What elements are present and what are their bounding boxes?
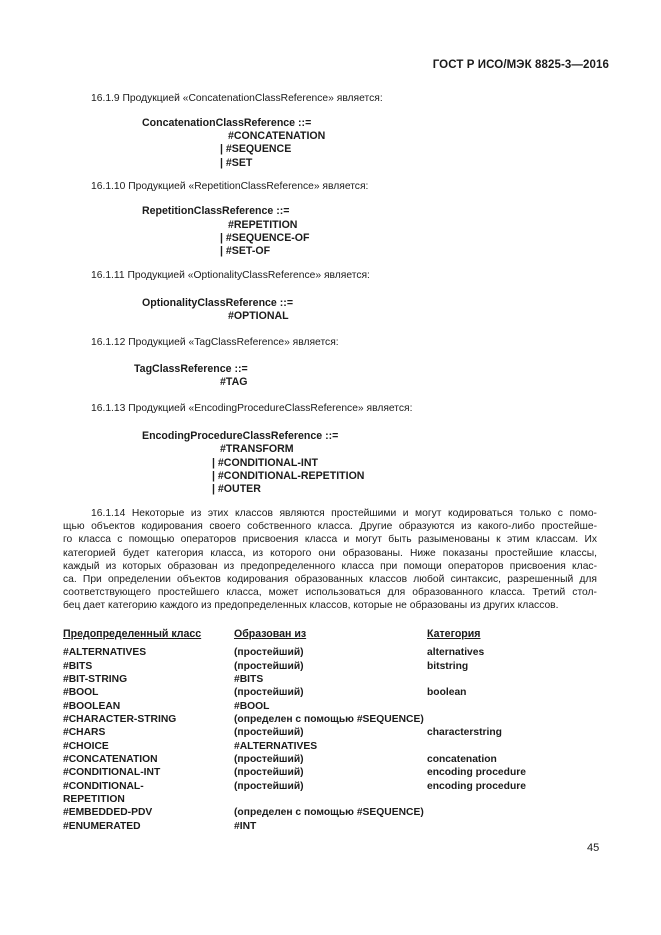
paragraph-line: са. При определении объектов кодирования образованных классов любой синтаксис, разрешенный для	[63, 573, 597, 585]
production-alternative: | #OUTER	[212, 483, 261, 495]
table-cell-class: #CHARACTER-STRING	[63, 714, 177, 725]
clause-16-1-12: 16.1.12 Продукцией «TagClassReference» является:	[91, 337, 339, 348]
table-cell-category: alternatives	[427, 647, 485, 658]
table-cell-derived-from: (простейший)	[234, 754, 304, 765]
production-alternative: | #SET	[220, 157, 253, 169]
production-alternative: #TRANSFORM	[220, 443, 294, 455]
table-cell-class: #ENUMERATED	[63, 821, 141, 832]
table-cell-class: #BITS	[63, 661, 93, 672]
table-cell-derived-from: (определен с помощью #SEQUENCE)	[234, 714, 424, 725]
table-cell-derived-from: (простейший)	[234, 661, 304, 672]
table-cell-category: characterstring	[427, 727, 502, 738]
table-cell-derived-from: #BOOL	[234, 701, 270, 712]
table-cell-derived-from: (простейший)	[234, 647, 304, 658]
table-cell-derived-from: #INT	[234, 821, 257, 832]
table-cell-class: #CONDITIONAL-	[63, 781, 144, 792]
production-alternative: #OPTIONAL	[228, 310, 289, 322]
table-cell-class: REPETITION	[63, 794, 125, 805]
table-cell-derived-from: #BITS	[234, 674, 264, 685]
production-alternative: | #SEQUENCE-OF	[220, 232, 310, 244]
table-cell-category: encoding procedure	[427, 781, 526, 792]
table-cell-derived-from: (простейший)	[234, 781, 304, 792]
table-cell-class: #BIT-STRING	[63, 674, 128, 685]
production-name: OptionalityClassReference ::=	[142, 297, 294, 309]
table-cell-class: #CHOICE	[63, 741, 109, 752]
table-header-category: Категория	[427, 628, 481, 640]
table-cell-class: #ALTERNATIVES	[63, 647, 147, 658]
table-cell-category: encoding procedure	[427, 767, 526, 778]
table-cell-class: #CONCATENATION	[63, 754, 158, 765]
table-cell-class: #EMBEDDED-PDV	[63, 807, 153, 818]
production-alternative: #TAG	[220, 376, 248, 388]
production-alternative: #CONCATENATION	[228, 130, 326, 142]
production-alternative: | #CONDITIONAL-REPETITION	[212, 470, 365, 482]
paragraph-line: щью объектов кодирования своего собственного класса. Другие образуются из какого-либо простейше-	[63, 521, 597, 533]
table-cell-category: boolean	[427, 687, 467, 698]
production-alternative: #REPETITION	[228, 219, 298, 231]
paragraph-line: бец дает категорию каждого из предопределенных классов, которые не образованы из других классов.	[63, 600, 559, 612]
production-name: TagClassReference ::=	[134, 363, 248, 375]
page-number: 45	[587, 842, 600, 854]
table-cell-class: #BOOL	[63, 687, 99, 698]
clause-16-1-11: 16.1.11 Продукцией «OptionalityClassReference» является:	[91, 270, 370, 281]
table-cell-category: bitstring	[427, 661, 469, 672]
clause-16-1-14-paragraph	[63, 507, 597, 613]
production-alternative: | #SEQUENCE	[220, 143, 292, 155]
table-cell-derived-from: (простейший)	[234, 727, 304, 738]
table-cell-class: #CONDITIONAL-INT	[63, 767, 161, 778]
table-header-class: Предопределенный класс	[63, 628, 202, 640]
table-cell-derived-from: #ALTERNATIVES	[234, 741, 318, 752]
table-cell-class: #BOOLEAN	[63, 701, 121, 712]
document-header: ГОСТ Р ИСО/МЭК 8825-3—2016	[432, 59, 609, 71]
clause-16-1-9: 16.1.9 Продукцией «ConcatenationClassReference» является:	[91, 93, 383, 104]
table-cell-derived-from: (простейший)	[234, 687, 304, 698]
table-cell-derived-from: (простейший)	[234, 767, 304, 778]
clause-16-1-10: 16.1.10 Продукцией «RepetitionClassReference» является:	[91, 181, 369, 192]
table-header-derived-from: Образован из	[234, 628, 307, 640]
clause-16-1-13: 16.1.13 Продукцией «EncodingProcedureClassReference» является:	[91, 403, 413, 414]
table-cell-derived-from: (определен с помощью #SEQUENCE)	[234, 807, 424, 818]
paragraph-line: категорией будет категория класса, из которого они образованы. Ниже показаны простейшие классы,	[63, 547, 597, 559]
paragraph-line: 16.1.14 Некоторые из этих классов являются простейшими и могут кодироваться только с помо-	[91, 508, 597, 519]
table-cell-category: concatenation	[427, 754, 497, 765]
production-name: EncodingProcedureClassReference ::=	[142, 430, 339, 442]
paragraph-line: го класса с помощью операторов присвоения класса и могут быть разыменованы к этим классам. Их	[63, 534, 597, 546]
paragraph-line: каждый из которых образован из предопределенного класса при помощи операторов присвоения клас-	[63, 560, 597, 572]
production-name: RepetitionClassReference ::=	[142, 205, 290, 217]
production-alternative: | #SET-OF	[220, 245, 271, 257]
production-name: ConcatenationClassReference ::=	[142, 117, 312, 129]
table-cell-class: #CHARS	[63, 727, 106, 738]
production-alternative: | #CONDITIONAL-INT	[212, 457, 318, 469]
paragraph-line: соответствующего простейшего класса, может использоваться для образованного класса. Третий стол-	[63, 587, 597, 599]
